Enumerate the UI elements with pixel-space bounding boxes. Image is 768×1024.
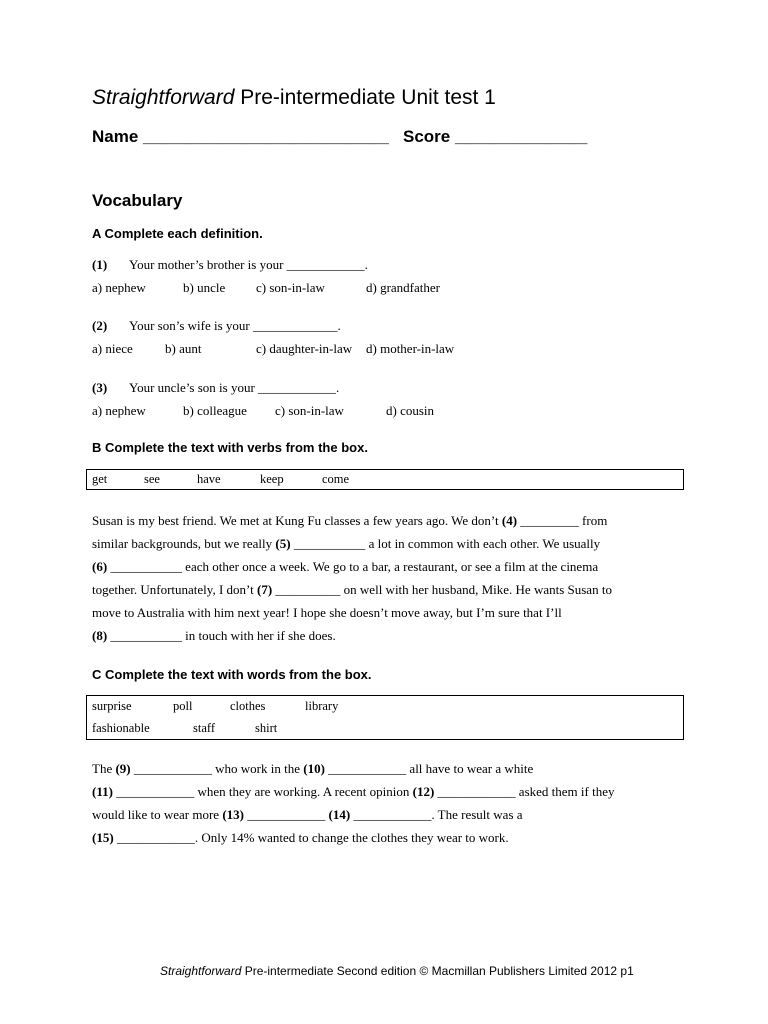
question-text: Your son’s wife is your _____________. (129, 318, 341, 333)
question-1 (92, 257, 368, 273)
box-word: surprise (92, 699, 132, 713)
box-word: have (197, 472, 221, 486)
blank-number: (9) (115, 761, 131, 776)
text-run: would like to wear more (92, 807, 223, 822)
box-word: clothes (230, 699, 266, 713)
section-b-instruction: B Complete the text with verbs from the box. (92, 440, 368, 455)
text-line (92, 578, 692, 601)
question-2 (92, 318, 341, 334)
name-field (92, 127, 389, 147)
title-rest: Pre-intermediate Unit test 1 (234, 86, 496, 109)
text-line (92, 509, 692, 532)
text-line (92, 601, 692, 624)
text-run: ____________ all have to wear a white (324, 761, 534, 776)
option: b) aunt (165, 341, 202, 356)
section-c-instruction: C Complete the text with words from the box. (92, 667, 372, 682)
blank-number: (8) (92, 628, 108, 643)
box-word: library (305, 699, 339, 713)
text-run: together. Unfortunately, I don’t (92, 582, 257, 597)
options-3 (92, 403, 692, 419)
page-footer (160, 964, 634, 978)
question-3 (92, 380, 339, 396)
section-a-instruction: A Complete each definition. (92, 226, 263, 241)
box-word: see (144, 472, 160, 486)
blank-number: (10) (303, 761, 325, 776)
box-word: shirt (255, 721, 278, 735)
box-word: get (92, 472, 108, 486)
text-run: ___________ each other once a week. We go to a bar, a restaurant, or see a film at the cinema (107, 559, 599, 574)
blank-number: (11) (92, 784, 113, 799)
question-number: (3) (92, 380, 108, 395)
text-run: Susan is my best friend. We met at Kung Fu classes a few years ago. We don’t (92, 513, 502, 528)
name-label: Name __________________________ (92, 127, 389, 146)
text-line (92, 555, 692, 578)
option: b) uncle (183, 280, 226, 295)
text-run: similar backgrounds, but we really (92, 536, 276, 551)
option: d) grandfather (366, 280, 440, 295)
vocabulary-heading: Vocabulary (92, 191, 183, 210)
option: a) nephew (92, 403, 146, 418)
text-run: ____________ asked them if they (434, 784, 615, 799)
option: a) niece (92, 341, 133, 356)
score-field (403, 127, 587, 147)
blank-number: (15) (92, 830, 114, 845)
blank-number: (7) (257, 582, 273, 597)
blank-number: (13) (222, 807, 244, 822)
box-word: come (322, 472, 350, 486)
blank-number: (12) (412, 784, 435, 799)
box-word: staff (193, 721, 215, 735)
text-line (92, 803, 692, 826)
text-run: The (92, 761, 116, 776)
box-word: keep (260, 472, 284, 486)
blank-number: (6) (92, 559, 108, 574)
text-run: ____________ (244, 807, 329, 822)
text-run: __________ on well with her husband, Mike. He wants Susan to (272, 582, 612, 597)
question-text: Your mother’s brother is your ____________. (129, 257, 368, 272)
text-run: _________ from (517, 513, 608, 528)
option: d) cousin (386, 403, 435, 418)
options-1 (92, 280, 692, 296)
options-2 (92, 341, 692, 357)
section-b-text (92, 509, 692, 647)
title-italic: Straightforward (92, 86, 235, 109)
text-line (92, 780, 692, 803)
option: c) son-in-law (256, 280, 325, 295)
text-run: ____________ when they are working. A recent opinion (112, 784, 413, 799)
text-run: ___________ in touch with her if she does. (107, 628, 336, 643)
footer-rest: Pre-intermediate Second edition © Macmillan Publishers Limited 2012 p1 (241, 964, 634, 978)
text-run: move to Australia with him next year! I hope she doesn’t move away, but I’m sure that I’ll (92, 605, 562, 620)
text-line (92, 532, 692, 555)
question-text: Your uncle’s son is your ____________. (129, 380, 340, 395)
text-line (92, 826, 692, 849)
question-number: (1) (92, 257, 108, 272)
option: c) son-in-law (275, 403, 344, 418)
text-run: ___________ a lot in common with each other. We usually (290, 536, 601, 551)
text-run: ____________. The result was a (350, 807, 523, 822)
option: d) mother-in-law (366, 341, 455, 356)
text-run: ____________ who work in the (130, 761, 304, 776)
box-word: poll (173, 699, 193, 713)
footer-italic: Straightforward (160, 964, 242, 978)
section-c-text (92, 757, 692, 849)
option: c) daughter-in-law (256, 341, 353, 356)
score-label: Score ______________ (403, 127, 588, 146)
blank-number: (5) (275, 536, 291, 551)
option: b) colleague (183, 403, 247, 418)
option: a) nephew (92, 280, 146, 295)
box-word: fashionable (92, 721, 150, 735)
text-line (92, 757, 692, 780)
question-number: (2) (92, 318, 108, 333)
text-line (92, 624, 692, 647)
blank-number: (4) (501, 513, 518, 528)
word-box (86, 695, 684, 740)
verb-box (86, 469, 684, 490)
blank-number: (14) (328, 807, 351, 822)
page-title (92, 86, 496, 110)
text-run: ____________. Only 14% wanted to change the clothes they wear to work. (113, 830, 509, 845)
